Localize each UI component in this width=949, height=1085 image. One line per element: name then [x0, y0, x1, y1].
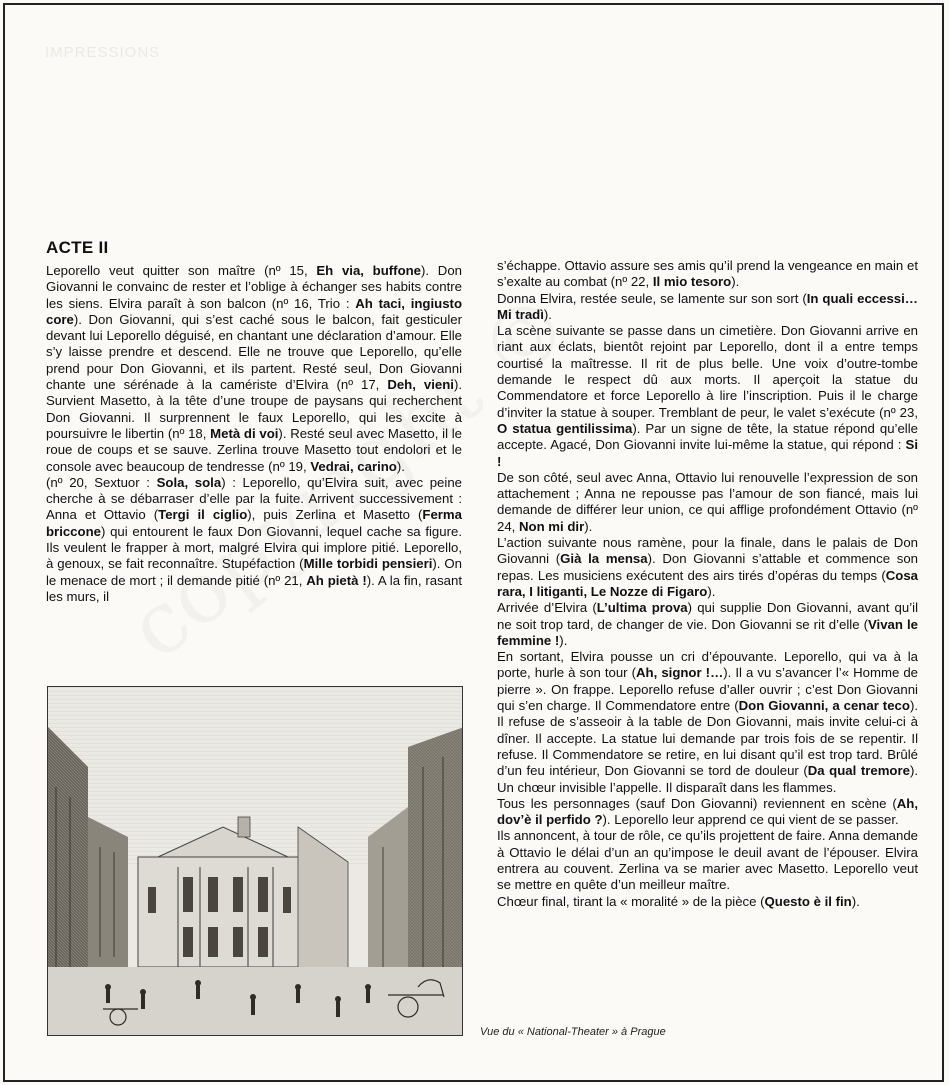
paragraph: De son côté, seul avec Anna, Ottavio lui renouvelle l’expression de son attachement ; Anna ne repousse pas l’amour de son fiancé, mais lui demande de différer leur union, ce qui afflige profondément Ottavio (nº 24, Non mi dir). — [497, 469, 918, 534]
paragraph: (nº 20, Sextuor : Sola, sola) : Leporello, qu’Elvira suit, avec peine cherche à se débarraser d’elle par la fuite. Arrivent successivement : Anna et Ottavio (Tergi il ciglio), puis Zerlina et Masetto (Ferma briccone) qui entourent le faux Don Giovanni, lequel cache sa figure. Ils veulent le frapper à mort, malgré Elvira qui implore pitié. Leporello, à genoux, se fait reconnaître. Stupéfaction (Mille torbidi pensieri). On le menace de mort ; il demande pitié (nº 21, Ah pietà !). A la fin, rasant les murs, il — [46, 474, 463, 604]
work-title: Vedrai, carino — [310, 458, 397, 474]
work-title: In quali eccessi… Mi tradì — [497, 290, 918, 322]
paragraph: s’échappe. Ottavio assure ses amis qu’il prend la vengeance en main et s’exalte au combat (nº 22, Il mio tesoro). — [497, 258, 918, 290]
work-title: Già la mensa — [560, 551, 648, 567]
left-column — [46, 263, 462, 605]
section-heading: ACTE II — [46, 238, 109, 257]
work-title: Ferma briccone — [46, 507, 462, 539]
paragraph: Chœur final, tirant la « moralité » de la pièce (Questo è il fin). — [497, 893, 860, 909]
work-title: Si ! — [497, 437, 918, 469]
ghost-header: IMPRESSIONS — [45, 44, 161, 61]
work-title: Sola, sola — [156, 474, 222, 490]
work-title: Metà di voi — [210, 425, 279, 441]
paragraph: Donna Elvira, restée seule, se lamente sur son sort (In quali eccessi… Mi tradì). — [497, 290, 918, 322]
work-title: O statua gentilissima — [497, 420, 633, 436]
work-title: Deh, vieni — [387, 377, 454, 393]
work-title: Cosa rara, I litiganti, Le Nozze di Figaro — [497, 567, 918, 599]
work-title: Il mio tesoro — [652, 274, 732, 290]
work-title: Ah taci, ingiusto core — [46, 295, 462, 327]
work-title: Eh via, buffone — [316, 263, 422, 278]
right-column — [497, 258, 918, 910]
work-title: Ah, dov’è il perfido ? — [497, 795, 918, 828]
paragraph: Arrivée d’Elvira (L’ultima prova) qui supplie Don Giovanni, avant qu’il ne soit trop tard, de changer de vie. Don Giovanni se rit d’elle (Vivan le femmine !). — [497, 600, 919, 648]
theater-engraving — [47, 686, 463, 1036]
image-caption: Vue du « National-Theater » à Prague — [480, 1026, 666, 1038]
paragraph: L’action suivante nous ramène, pour la finale, dans le palais de Don Giovanni (Già la mensa). Don Giovanni s’attable et commence son repas. Les musiciens exécutent des airs tirés d’opéras du temps (Cosa rara, I litiganti, Le Nozze di Figaro). — [497, 535, 919, 599]
work-title: Vivan le femmine ! — [497, 616, 918, 648]
work-title: Mille torbidi pensieri — [303, 556, 433, 572]
paragraph: Ils annoncent, à tour de rôle, ce qu’ils projettent de faire. Anna demande à Ottavio le délai d’un an qu’impose le deuil avant de l’épouser. Elvira entrera au couvent. Zerlina va se marier avec Masetto. Leporello veut se mettre en quête d’un meilleur maître. — [497, 828, 918, 893]
work-title: Don Giovanni, a cenar teco — [738, 698, 910, 714]
work-title: Questo è il fin — [764, 893, 852, 909]
work-title: Non mi dir — [519, 518, 585, 534]
paragraph: Leporello veut quitter son maître (nº 15, Eh via, buffone). Don Giovanni le convainc de rester et l’oblige à échanger ses habits contre les siens. Elvira paraît à son balcon (nº 16, Trio : Ah taci, ingiusto core). Don Giovanni, qui s’est caché sous le balcon, fait gesticuler devant lui Leporello déguisé, en chantant une déclaration d’amour. Elle s’y laisse prendre et descend. Elle ne trouve que Leporello, qu’elle prend pour Don Giovanni, et ils partent. Resté seul, Don Giovanni chante une sérénade à la camériste d’Elvira (nº 17, Deh, vieni). Survient Masetto, à la tête d’une troupe de paysans qui recherchent Don Giovanni. Il surprennent le faux Leporello, qui les excite à poursuivre le libertin (nº 18, Metà di voi). Resté seul avec Masetto, il le roue de coups et se sauve. Zerlina trouve Masetto tout endolori et le console avec beaucoup de tendresse (nº 19, Vedrai, carino). — [46, 263, 463, 474]
work-title: Ah pietà ! — [306, 572, 367, 588]
paragraph: Tous les personnages (sauf Don Giovanni) reviennent en scène (Ah, dov’è il perfido ?). Leporello leur apprend ce qui vient de se passer. — [497, 795, 918, 828]
paragraph: La scène suivante se passe dans un cimetière. Don Giovanni arrive en riant aux éclats, bientôt rejoint par Leporello, dont il a entre temps courtisé la maîtresse. Il rit de plus belle. Une voix d’outre-tombe demande le respect dû aux morts. Il aperçoit la statue du Commendatore et force Leporello à lire l’inscription. Puis il le charge d’inviter la statue à souper. Tremblant de peur, le valet s’exécute (nº 23, O statua gentilissima). Par un signe de tête, la statue répond qu’elle accepte. Agacé, Don Giovanni invite lui-même la statue, qui répond : Si ! — [497, 323, 918, 469]
work-title: L’ultima prova — [596, 600, 688, 616]
work-title: Ah, signor !… — [636, 665, 724, 681]
work-title: Da qual tremore — [807, 763, 910, 779]
engraving-image — [48, 687, 463, 1036]
work-title: Tergi il ciglio — [158, 507, 248, 523]
paragraph: En sortant, Elvira pousse un cri d’épouvante. Leporello, qui va à la porte, hurle à son tour (Ah, signor !…). Il a vu s’avancer l’« Homme de pierre ». On frappe. Leporello refuse d’aller ouvrir ; c’est Don Giovanni qui s’en charge. Il Commendatore entre (Don Giovanni, a cenar teco). Il refuse de s’asseoir à la table de Don Giovanni, mais invite celui-ci à dîner. Il accepte. La statue lui demande par trois fois de se repentir. Il refuse. Il Commendatore se retire, en lui disant qu’il est trop tard. Brûlé d’un feu intérieur, Don Giovanni se tord de douleur (Da qual tremore). Un chœur invisible l’appelle. Il disparaît dans les flammes. — [497, 649, 919, 795]
